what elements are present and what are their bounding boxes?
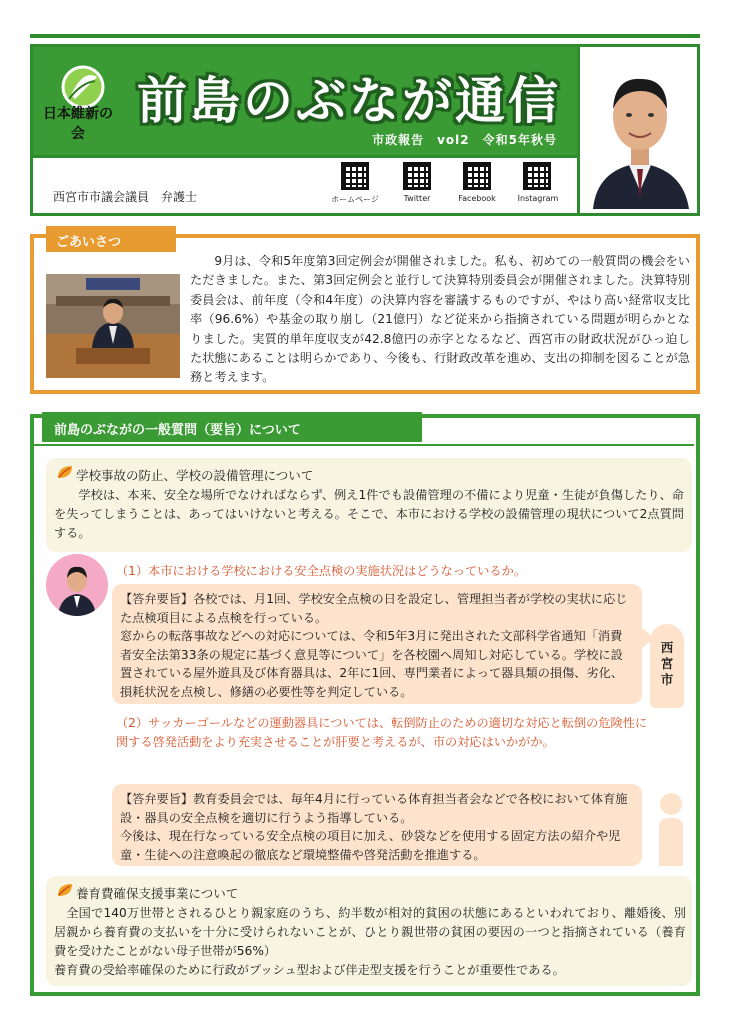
qr-code-icon[interactable] bbox=[341, 162, 369, 190]
answer-1-bubble bbox=[112, 584, 642, 704]
greeting-label: ごあいさつ bbox=[46, 226, 176, 252]
greeting-text: 9月は、令和5年度第3回定例会が開催されました。私も、初めての一般質問の機会をいただきました。また、第3回定例会と並行して決算特別委員会が開催されました。決算特別委員会は、前年度（令和4年度）の決算内容を審議するものですが、やはり高い経常収支比率（96.6%）や基金の取り崩し（21億円）など従来から指摘されている問題が明らかとなりました。実質的単年度収支が42.8億円の赤字となるなど、西宮市の財政状況がひっ迫した状態にあることは明らかであり、今後も、行財政改革を進め、支出の抑制を図ることが急務と考えます。 bbox=[190, 254, 690, 385]
topic-paragraph: 養育費の受給率確保のために行政がプッシュ型および伴走型支援を行うことが重要性である。 bbox=[54, 963, 565, 977]
answer-paragraph: 窓からの転落事故などへの対応については、令和5年3月に発出された文部科学省通知「消費者安全法第33条の規定に基づく意見等について」を各校園へ周知し対応している。学校に設置されている屋外遊具及び体育器具は、2年に1回、専門業者によって器具類の損傷、劣化、損耗状況を点検し、修繕の必要性等を判定している。 bbox=[120, 629, 624, 699]
qr-label-facebook: Facebook bbox=[458, 194, 496, 203]
questions-header: 前島のぶながの一般質問（要旨）について bbox=[42, 412, 422, 442]
person-silhouette-icon bbox=[656, 792, 686, 866]
topic-body bbox=[54, 904, 686, 980]
answer-paragraph: 今後は、現在行なっている安全点検の項目に加え、砂袋などを使用する固定方法の紹介や児童・生徒への注意喚起の徹底など環境整備や啓発活動を推進する。 bbox=[120, 829, 621, 862]
qr-code-icon[interactable] bbox=[463, 162, 491, 190]
party-logo-text: 日本維新の会 bbox=[43, 106, 113, 142]
city-label: 西宮市 bbox=[660, 640, 674, 687]
city-badge bbox=[650, 624, 684, 708]
answer-2-bubble bbox=[112, 784, 642, 866]
header-info-band bbox=[33, 155, 577, 213]
newsletter-issue: 市政報告 vol2 令和5年秋号 bbox=[372, 133, 557, 147]
greeting-section bbox=[30, 234, 700, 394]
avatar bbox=[46, 554, 108, 616]
qr-code-icon[interactable] bbox=[403, 162, 431, 190]
qr-code-icon[interactable] bbox=[523, 162, 551, 190]
questions-section bbox=[30, 414, 700, 996]
header-divider bbox=[577, 47, 580, 213]
answer-paragraph: 【答弁要旨】教育委員会では、毎年4月に行っている体育担当者会などで各校において体育施設・器具の安全点検を適切に行うよう指導している。 bbox=[120, 792, 628, 825]
section-rule bbox=[34, 444, 694, 446]
top-rule bbox=[30, 34, 700, 38]
header-title-band bbox=[33, 47, 577, 155]
answer-2-text bbox=[120, 790, 634, 864]
topic-title: 養育費確保支援事業について bbox=[76, 886, 239, 901]
question-1: （1）本市における学校における安全点検の実施状況はどうなっているか。 bbox=[116, 564, 526, 578]
portrait-photo bbox=[585, 51, 695, 209]
topic-title: 学校事故の防止、学校の設備管理について bbox=[76, 468, 314, 483]
leaf-icon bbox=[56, 464, 74, 480]
member-title: 西宮市市議会議員 弁護士 bbox=[53, 190, 198, 204]
answer-1-text bbox=[120, 590, 634, 702]
newsletter-header bbox=[30, 44, 700, 216]
topic-paragraph: 全国で140万世帯とされるひとり親家庭のうち、約半数が相対的貧困の状態にあるといわれており、離婚後、別居親から養育費の支払いを十分に受けられないことが、ひとり親世帯の貧困の要因の一つと指摘されている（養育費を受けたことがない母子世帯が56%） bbox=[54, 906, 686, 958]
assembly-photo bbox=[46, 274, 180, 378]
question-2: （2）サッカーゴールなどの運動器具については、転倒防止のための適切な対応と転倒の危険性に関する啓発活動をより充実させることが肝要と考えるが、市の対応はいかがか。 bbox=[116, 716, 648, 749]
topic-child-support bbox=[46, 876, 692, 986]
qr-label-homepage: ホームページ bbox=[331, 195, 379, 204]
leaf-icon bbox=[56, 882, 74, 898]
topic-school-safety bbox=[46, 458, 692, 552]
qr-label-twitter: Twitter bbox=[403, 194, 431, 203]
topic-body: 学校は、本来、安全な場所でなければならず、例え1件でも設備管理の不備により児童・生徒が負傷したり、命を失ってしまうことは、あってはいけないと考える。そこで、本市における学校の設備管理の現状について2点質問する。 bbox=[54, 488, 684, 540]
qr-label-instagram: Instagram bbox=[517, 194, 559, 203]
answer-paragraph: 【答弁要旨】各校では、月1回、学校安全点検の日を設定し、管理担当者が学校の実状に応じた点検項目による点検を行っている。 bbox=[120, 592, 628, 625]
newsletter-title: 前島のぶなが通信 bbox=[137, 72, 561, 130]
